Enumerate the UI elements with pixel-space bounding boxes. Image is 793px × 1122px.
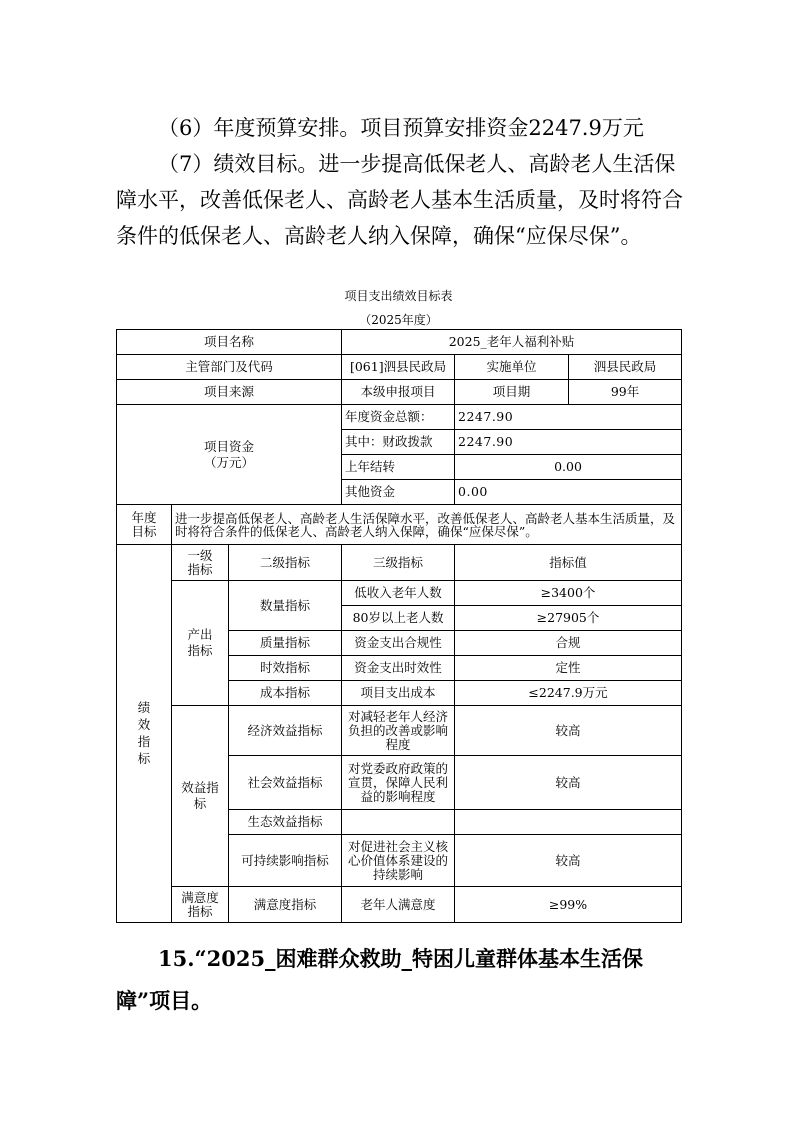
funds-label: 项目资金（万元） (117, 405, 342, 505)
perf-indicator-label: 绩效指标 (117, 545, 172, 923)
dept-value: [061]泗县民政局 (342, 355, 455, 380)
funds-total-label: 年度资金总额： (342, 405, 455, 430)
quality-indicator-label: 质量指标 (229, 631, 342, 656)
social-indicator-label: 社会效益指标 (229, 756, 342, 810)
funds-fiscal-label: 其中：财政拨款 (342, 430, 455, 455)
header-value: 指标值 (455, 545, 682, 581)
table-row (117, 706, 682, 756)
table-row (117, 581, 682, 606)
project-name-label: 项目名称 (117, 330, 342, 355)
satisfaction-name: 老年人满意度 (342, 887, 455, 923)
q2-value: ≥27905个 (455, 606, 682, 631)
quality-name: 资金支出合规性 (342, 631, 455, 656)
econ-name: 对减轻老年人经济负担的改善或影响程度 (342, 706, 455, 756)
econ-indicator-label: 经济效益指标 (229, 706, 342, 756)
impl-value: 泗县民政局 (569, 355, 682, 380)
social-value: 较高 (455, 756, 682, 810)
goal-label: 年度目标 (117, 505, 172, 545)
table-row (117, 545, 682, 581)
paragraph-budget: （6）年度预算安排。项目预算安排资金2247.9万元 (158, 116, 644, 140)
source-label: 项目来源 (117, 380, 342, 405)
eco-name (342, 810, 455, 835)
eco-indicator-label: 生态效益指标 (229, 810, 342, 835)
sustain-value: 较高 (455, 835, 682, 887)
funds-carryover-value: 0.00 (455, 455, 682, 480)
header-level2: 二级指标 (229, 545, 342, 581)
table-row (117, 887, 682, 923)
social-name: 对党委政府政策的宣贯，保障人民利益的影响程度 (342, 756, 455, 810)
table-row (117, 505, 682, 545)
benefit-indicator-label: 效益指标 (172, 706, 229, 887)
q1-value: ≥3400个 (455, 581, 682, 606)
econ-value: 较高 (455, 706, 682, 756)
table-row (117, 405, 682, 430)
funds-carryover-label: 上年结转 (342, 455, 455, 480)
paragraph-performance-goal: （7）绩效目标。进一步提高低保老人、高龄老人生活保障水平，改善低保老人、高龄老人基本生活质量，及时将符合条件的低保老人、高龄老人纳入保障，确保“应保尽保”。 (116, 152, 683, 248)
funds-fiscal-value: 2247.90 (455, 430, 682, 455)
cost-value: ≤2247.9万元 (455, 681, 682, 706)
time-indicator-label: 时效指标 (229, 656, 342, 681)
dept-label: 主管部门及代码 (117, 355, 342, 380)
cost-indicator-label: 成本指标 (229, 681, 342, 706)
header-level3: 三级指标 (342, 545, 455, 581)
quality-value: 合规 (455, 631, 682, 656)
period-label: 项目期 (455, 380, 569, 405)
q1-name: 低收入老年人数 (342, 581, 455, 606)
impl-label: 实施单位 (455, 355, 569, 380)
source-value: 本级申报项目 (342, 380, 455, 405)
goal-text: 进一步提高低保老人、高龄老人生活保障水平，改善低保老人、高龄老人基本生活质量，及时将符合条件的低保老人、高龄老人纳入保障，确保“应保尽保”。 (172, 505, 682, 545)
satisfaction-indicator-label: 满意度指标 (172, 887, 229, 923)
section-heading-15: 15.“2025_困难群众救助_特困儿童群体基本生活保障”项目。 (116, 946, 644, 1013)
time-value: 定性 (455, 656, 682, 681)
eco-value (455, 810, 682, 835)
sustain-name: 对促进社会主义核心价值体系建设的持续影响 (342, 835, 455, 887)
funds-other-label: 其他资金 (342, 480, 455, 505)
funds-other-value: 0.00 (455, 480, 682, 505)
funds-total-value: 2247.90 (455, 405, 682, 430)
performance-target-table (116, 329, 682, 923)
q2-name: 80岁以上老人数 (342, 606, 455, 631)
table-title: 项目支出绩效目标表 (344, 289, 453, 303)
satisfaction-value: ≥99% (455, 887, 682, 923)
output-indicator-label: 产出指标 (172, 581, 229, 706)
table-row (117, 355, 682, 380)
table-row (117, 380, 682, 405)
satisfaction-sub-label: 满意度指标 (229, 887, 342, 923)
table-year: （2025年度） (359, 313, 438, 327)
cost-name: 项目支出成本 (342, 681, 455, 706)
period-value: 99年 (569, 380, 682, 405)
header-level1: 一级指标 (172, 545, 229, 581)
project-name-value: 2025_老年人福利补贴 (342, 330, 682, 355)
table-row (117, 330, 682, 355)
quantity-indicator-label: 数量指标 (229, 581, 342, 631)
sustain-indicator-label: 可持续影响指标 (229, 835, 342, 887)
time-name: 资金支出时效性 (342, 656, 455, 681)
